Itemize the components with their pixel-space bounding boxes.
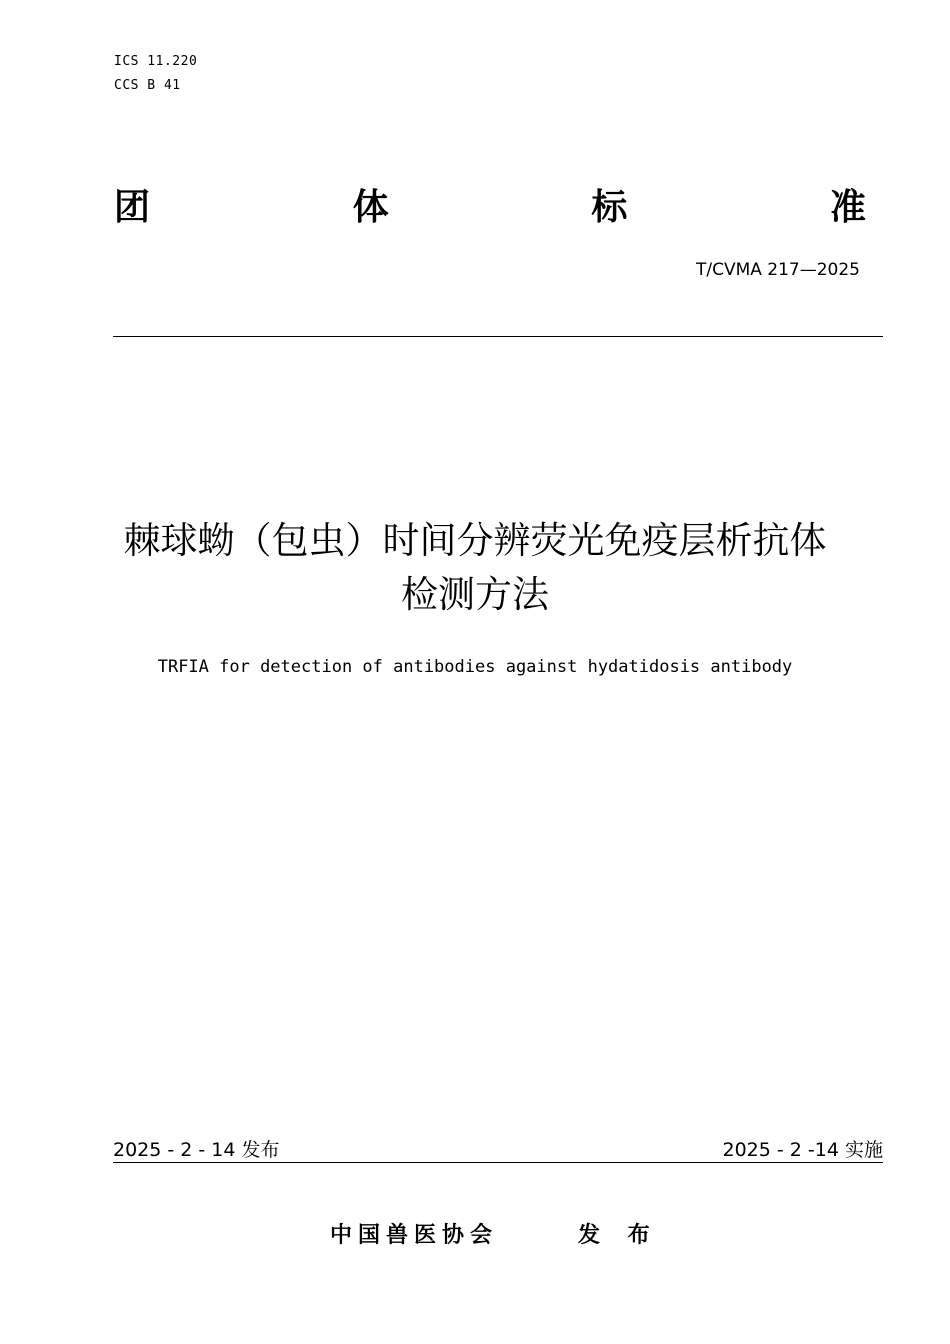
title-line-2: 检测方法 [401, 573, 549, 616]
publish-label: 发 布 [578, 1223, 660, 1248]
standard-type-heading [114, 186, 866, 230]
ics-code: ICS 11.220 [114, 54, 198, 69]
publisher-name: 中国兽医协会 [330, 1223, 499, 1248]
issue-date: 2025 - 2 - 14 发布 [113, 1139, 280, 1161]
title-line-1: 棘球蚴（包虫）时间分辨荧光免疫层析抗体 [123, 519, 827, 562]
document-title-english: TRFIA for detection of antibodies against hydatidosis antibody [157, 657, 793, 677]
standard-code: T/CVMA 217—2025 [695, 260, 860, 280]
document-title-chinese [60, 514, 890, 622]
standard-type-char-3: 标 [591, 187, 628, 228]
top-divider [113, 336, 883, 337]
bottom-divider [113, 1162, 883, 1163]
standard-type-char-2: 体 [352, 187, 389, 228]
standard-type-char-1: 团 [114, 187, 151, 228]
implementation-date: 2025 - 2 -14 实施 [722, 1139, 883, 1161]
classification-codes [114, 50, 197, 98]
ccs-code: CCS B 41 [114, 78, 181, 93]
standard-type-char-4: 准 [829, 187, 866, 228]
